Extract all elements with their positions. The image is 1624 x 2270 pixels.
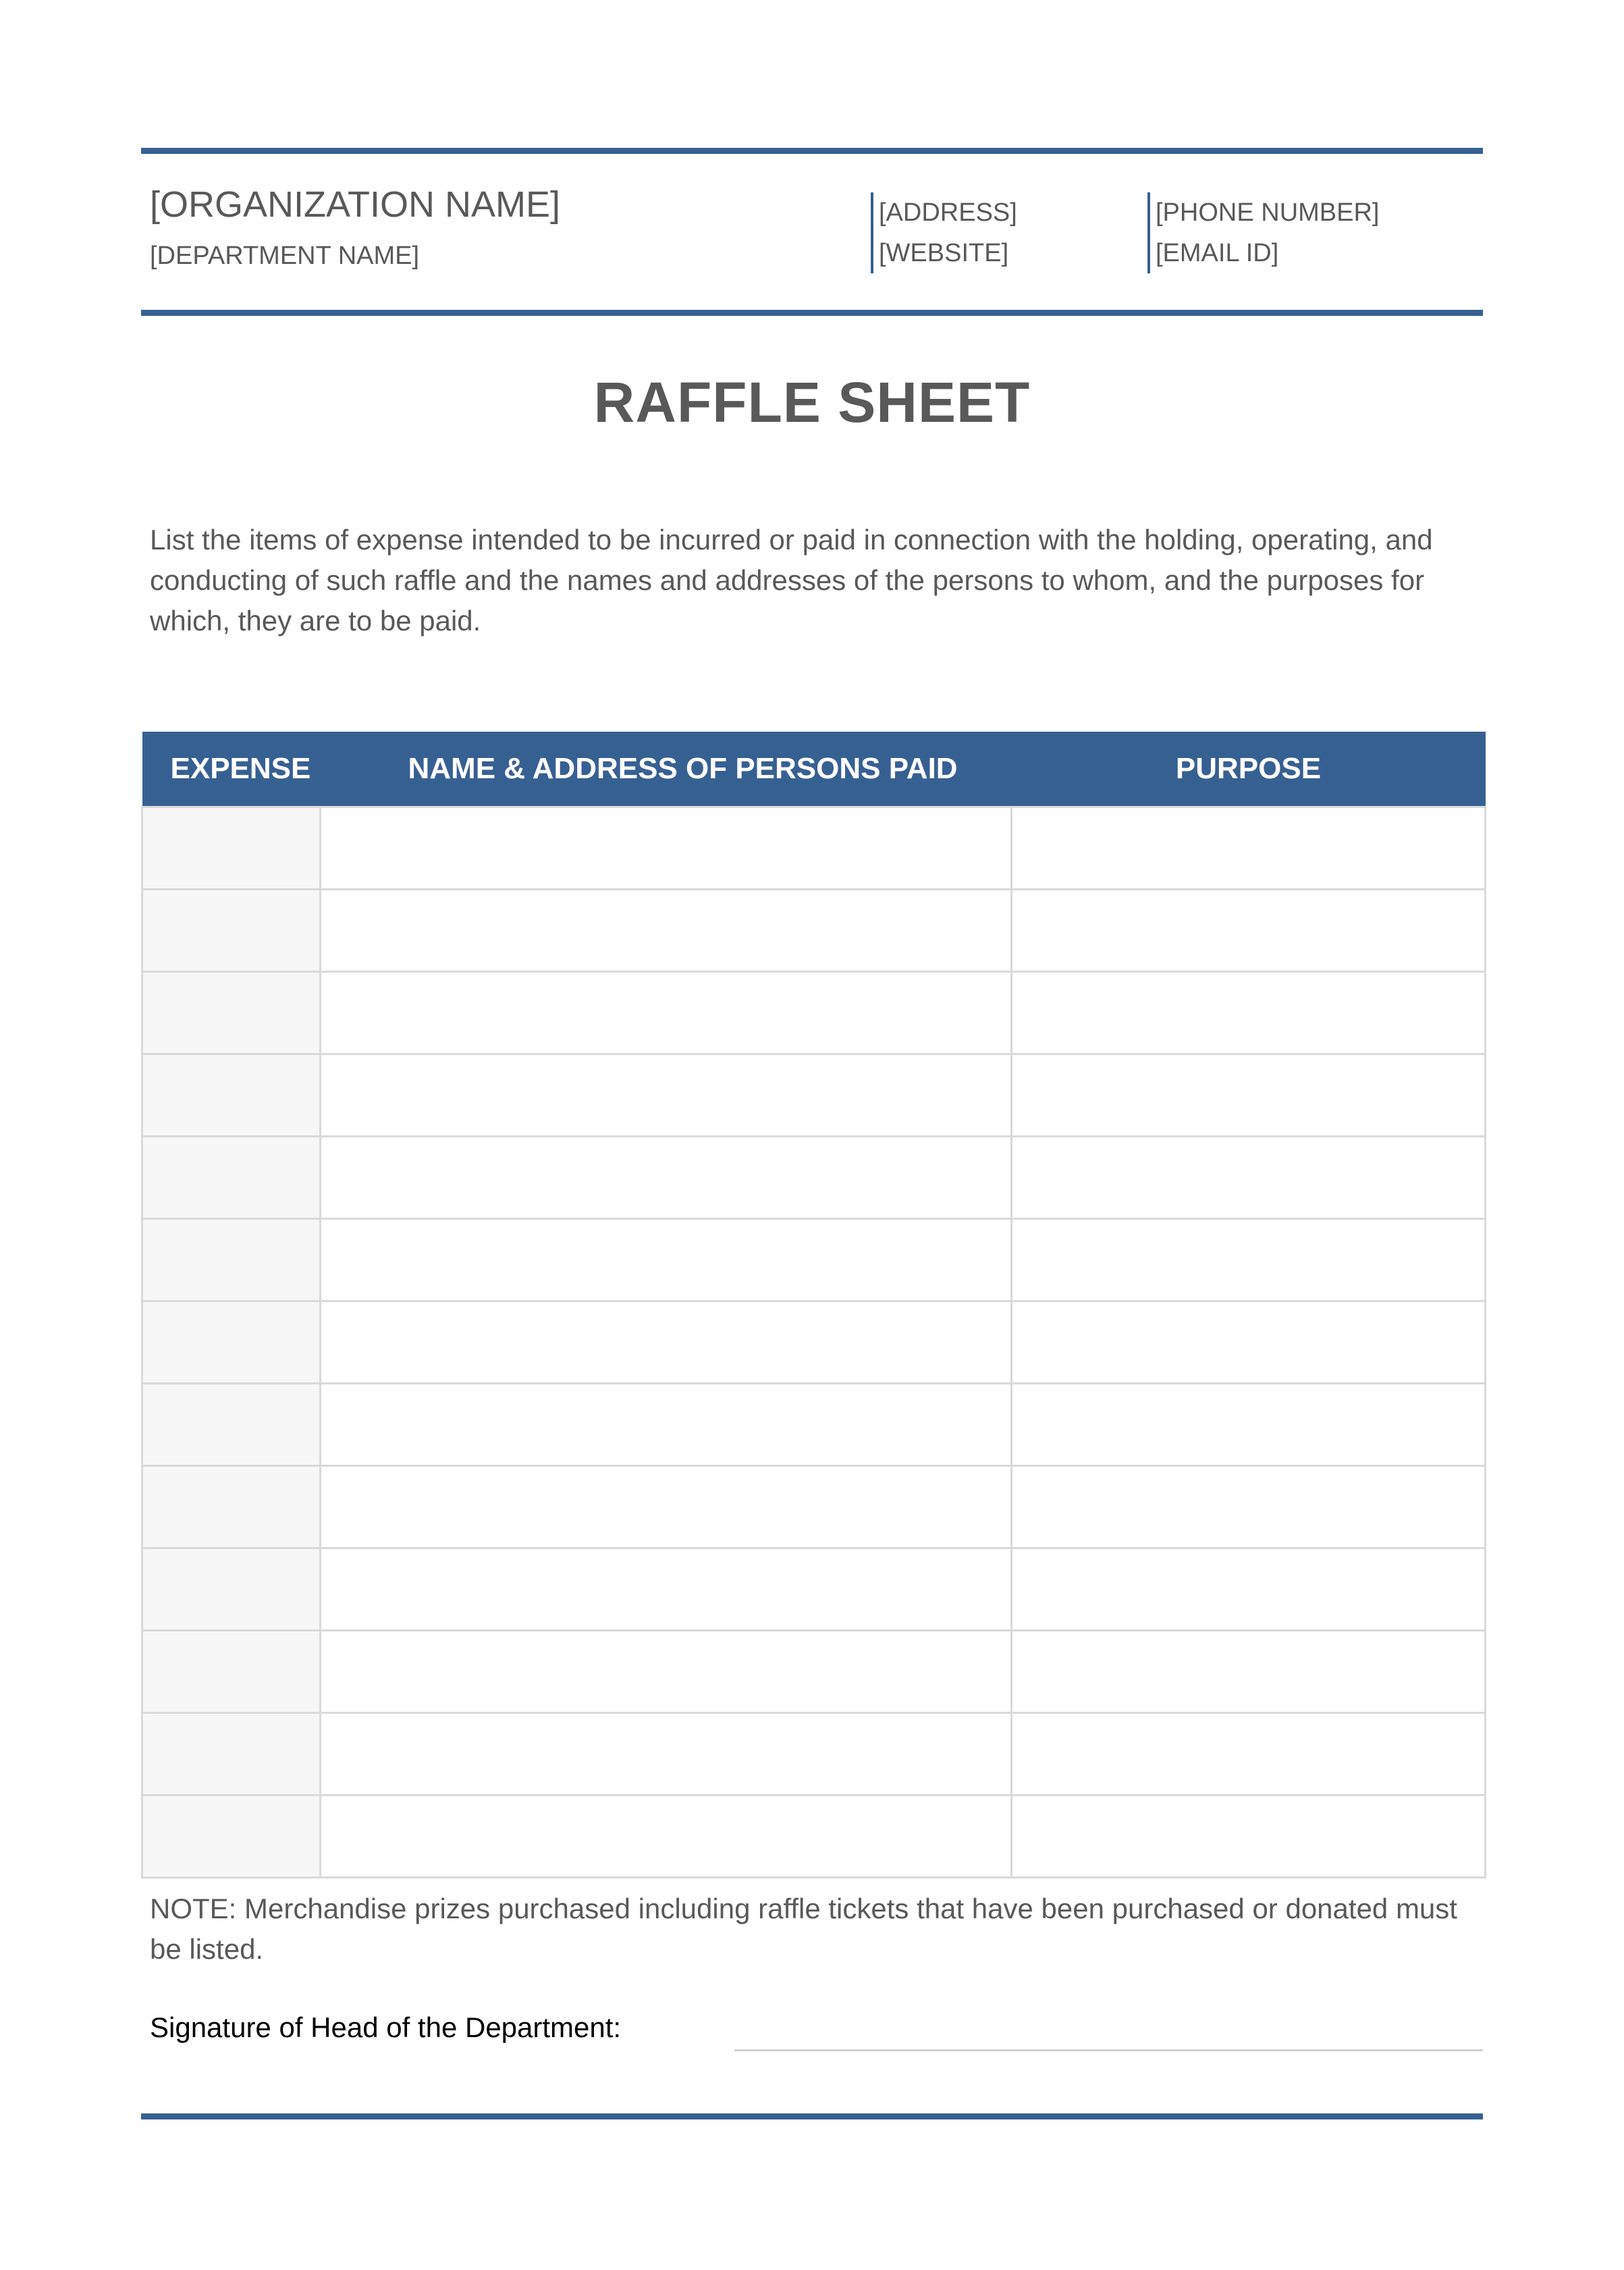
expense-cell[interactable] <box>142 1795 321 1878</box>
table-row <box>142 1631 1486 1713</box>
expense-cell[interactable] <box>142 1301 321 1384</box>
purpose-cell[interactable] <box>1012 1384 1486 1466</box>
contact-column-address <box>871 192 1017 273</box>
purpose-cell[interactable] <box>1012 1054 1486 1137</box>
intro-paragraph: List the items of expense intended to be incurred or paid in connection with the holding, operating, and conducting of such raffle and the names and addresses of the persons to whom, and the purposes for which, they are to be paid. <box>150 524 1433 637</box>
column-header-purpose: PURPOSE <box>1012 732 1486 807</box>
name-cell[interactable] <box>321 1301 1012 1384</box>
table-row <box>142 972 1486 1054</box>
table-row <box>142 1054 1486 1137</box>
expense-cell[interactable] <box>142 1548 321 1631</box>
purpose-cell[interactable] <box>1012 1137 1486 1219</box>
organization-name: [ORGANIZATION NAME] <box>150 184 561 225</box>
signature-label: Signature of Head of the Department: <box>150 2011 622 2043</box>
expense-cell[interactable] <box>142 1384 321 1466</box>
purpose-cell[interactable] <box>1012 1631 1486 1713</box>
name-cell[interactable] <box>321 890 1012 972</box>
header-bottom-rule <box>141 310 1483 316</box>
table-header-row <box>142 732 1486 807</box>
table-body <box>142 807 1486 1878</box>
department-name: [DEPARTMENT NAME] <box>150 242 420 270</box>
page-title: RAFFLE SHEET <box>593 371 1031 434</box>
purpose-cell[interactable] <box>1012 1795 1486 1878</box>
table-row <box>142 1713 1486 1795</box>
name-cell[interactable] <box>321 972 1012 1054</box>
name-cell[interactable] <box>321 1466 1012 1548</box>
header-top-rule <box>141 148 1483 154</box>
table-row <box>142 1466 1486 1548</box>
website-text: [WEBSITE] <box>879 239 1009 267</box>
name-cell[interactable] <box>321 1219 1012 1301</box>
purpose-cell[interactable] <box>1012 1219 1486 1301</box>
raffle-expense-table <box>141 732 1486 1879</box>
purpose-cell[interactable] <box>1012 1301 1486 1384</box>
expense-cell[interactable] <box>142 890 321 972</box>
purpose-cell[interactable] <box>1012 890 1486 972</box>
address-text: [ADDRESS] <box>879 198 1017 227</box>
name-cell[interactable] <box>321 1713 1012 1795</box>
purpose-cell[interactable] <box>1012 1713 1486 1795</box>
purpose-cell[interactable] <box>1012 1548 1486 1631</box>
expense-cell[interactable] <box>142 807 321 890</box>
table-row <box>142 1219 1486 1301</box>
note-text: NOTE: Merchandise prizes purchased including raffle tickets that have been purchased or donated must be listed. <box>150 1893 1457 1965</box>
contact-column-phone <box>1147 192 1379 273</box>
footer-rule <box>141 2113 1483 2119</box>
expense-cell[interactable] <box>142 972 321 1054</box>
expense-cell[interactable] <box>142 1466 321 1548</box>
name-cell[interactable] <box>321 807 1012 890</box>
phone-number-text: [PHONE NUMBER] <box>1156 198 1380 227</box>
name-cell[interactable] <box>321 1548 1012 1631</box>
name-cell[interactable] <box>321 1384 1012 1466</box>
name-cell[interactable] <box>321 1795 1012 1878</box>
signature-line[interactable] <box>734 2049 1483 2051</box>
table-row <box>142 890 1486 972</box>
purpose-cell[interactable] <box>1012 972 1486 1054</box>
column-header-name-address: NAME & ADDRESS OF PERSONS PAID <box>321 732 1012 807</box>
column-header-expense: EXPENSE <box>142 732 321 807</box>
expense-cell[interactable] <box>142 1631 321 1713</box>
table-row <box>142 1384 1486 1466</box>
table-row <box>142 1137 1486 1219</box>
table-row <box>142 807 1486 890</box>
expense-cell[interactable] <box>142 1137 321 1219</box>
email-text: [EMAIL ID] <box>1156 239 1279 267</box>
expense-cell[interactable] <box>142 1713 321 1795</box>
purpose-cell[interactable] <box>1012 807 1486 890</box>
name-cell[interactable] <box>321 1137 1012 1219</box>
table-row <box>142 1548 1486 1631</box>
table-row <box>142 1301 1486 1384</box>
expense-cell[interactable] <box>142 1054 321 1137</box>
table-row <box>142 1795 1486 1878</box>
name-cell[interactable] <box>321 1631 1012 1713</box>
name-cell[interactable] <box>321 1054 1012 1137</box>
expense-cell[interactable] <box>142 1219 321 1301</box>
purpose-cell[interactable] <box>1012 1466 1486 1548</box>
